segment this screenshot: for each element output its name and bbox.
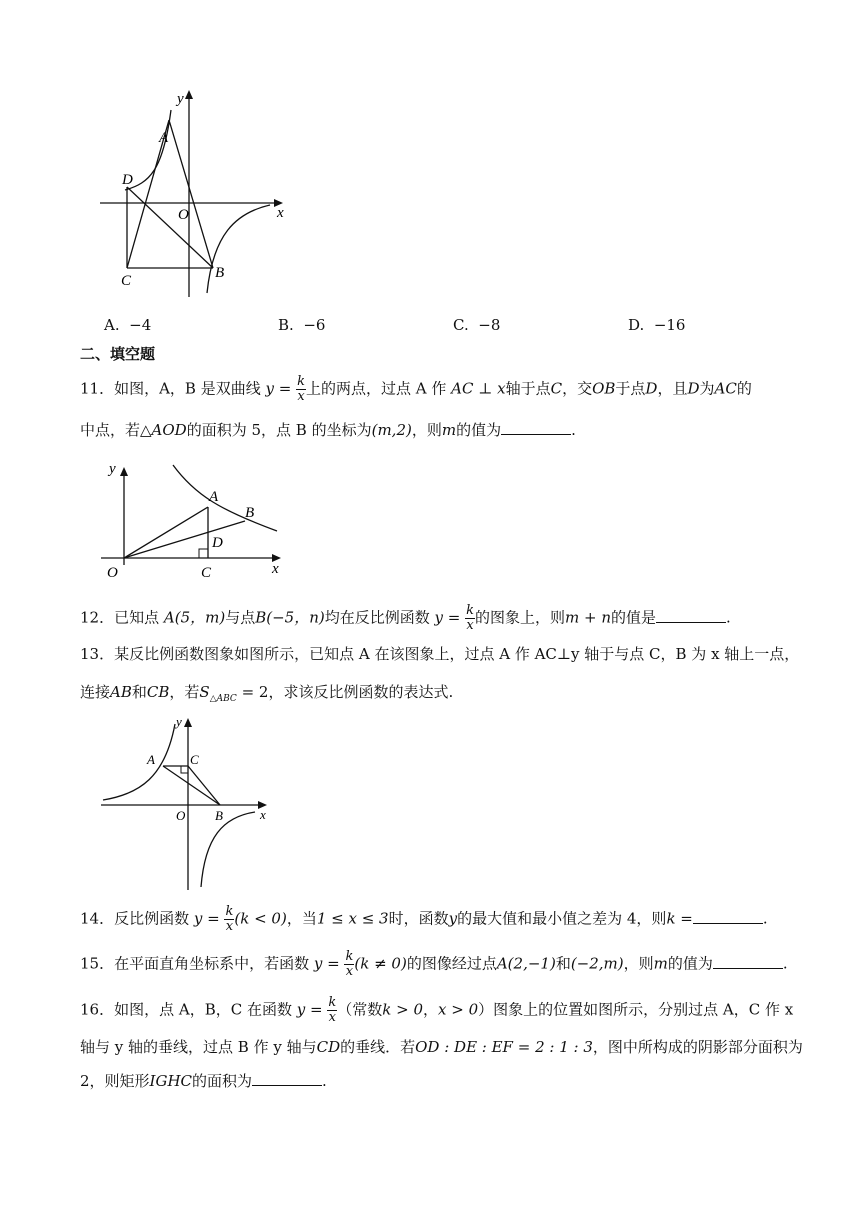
label-D: D bbox=[212, 535, 223, 551]
right-angle-mark bbox=[181, 766, 188, 773]
hyperbola-right bbox=[201, 812, 255, 887]
fraction: $\frac{k}{x}$ bbox=[328, 995, 337, 1025]
label-y: y bbox=[109, 461, 116, 477]
answer-blank[interactable] bbox=[656, 608, 726, 623]
q13-line2: 连接AB和CB，若$S_{\triangle ABC} = 2$，求该反比例函数的表达式. bbox=[80, 683, 454, 704]
y-axis-arrow bbox=[185, 90, 193, 99]
label-y: y bbox=[176, 714, 182, 729]
q10-option-a: A. −4 bbox=[104, 316, 152, 334]
q11-line1: 11．如图，A，B 是双曲线 y = $\frac{k}{x}$ 上的两点，过点 A 作 AC ⊥ x轴于点C，交OB于点D，且D为AC的 bbox=[80, 374, 752, 404]
segment-DB bbox=[127, 187, 213, 268]
label-x: x bbox=[272, 561, 279, 577]
label-C: C bbox=[121, 273, 132, 289]
hyperbola-left bbox=[103, 724, 175, 800]
segment-AB bbox=[163, 766, 220, 805]
hyperbola bbox=[173, 465, 277, 531]
answer-blank[interactable] bbox=[713, 954, 783, 969]
q16-line1: 16．如图，点 A，B，C 在函数 y = $\frac{k}{x}$ （常数k > 0，x > 0）图象上的位置如图所示，分别过点 A，C 作 x bbox=[80, 995, 794, 1025]
label-C: C bbox=[201, 565, 212, 581]
answer-blank[interactable] bbox=[693, 909, 763, 924]
segment-OA bbox=[124, 507, 208, 558]
q16-line2: 轴与 y 轴的垂线，过点 B 作 y 轴与CD的垂线．若OD : DE : EF = 2 : 1 : 3，图中所构成的阴影部分面积为 bbox=[80, 1038, 803, 1056]
label-D: D bbox=[122, 172, 133, 188]
fraction: $\frac{k}{x}$ bbox=[297, 374, 305, 404]
answer-blank[interactable] bbox=[501, 420, 571, 435]
label-A: A bbox=[209, 489, 219, 505]
q13-figure bbox=[95, 712, 275, 892]
segment-AB bbox=[169, 120, 213, 268]
fraction: $\frac{k}{x}$ bbox=[225, 904, 234, 934]
q10-option-c: C. −8 bbox=[453, 316, 501, 334]
label-B: B bbox=[215, 265, 225, 281]
label-A: A bbox=[159, 130, 169, 146]
q10-option-d: D. −16 bbox=[628, 316, 686, 334]
label-x: x bbox=[260, 807, 266, 822]
section-title: 二、填空题 bbox=[80, 345, 156, 363]
label-C: C bbox=[190, 752, 199, 767]
fraction: $\frac{k}{x}$ bbox=[466, 603, 474, 633]
q10-figure bbox=[95, 85, 295, 300]
q10-option-b: B. −6 bbox=[278, 316, 326, 334]
label-A: A bbox=[147, 752, 155, 767]
answer-blank[interactable] bbox=[252, 1071, 322, 1086]
label-B: B bbox=[215, 808, 223, 823]
y-axis-arrow bbox=[184, 718, 192, 727]
q11-line2: 中点，若△AOD的面积为 5，点 B 的坐标为(m,2)，则m的值为 . bbox=[80, 421, 576, 439]
label-x: x bbox=[277, 205, 284, 221]
q16-line3: 2，则矩形IGHC的面积为 . bbox=[80, 1072, 327, 1090]
y-axis-arrow bbox=[120, 467, 128, 476]
label-y: y bbox=[177, 91, 184, 107]
q12-line: 12．已知点 A(5，m)与点B(−5，n)均在反比例函数 y = $\frac{k}{x}$ 的图象上，则m + n的值是 . bbox=[80, 603, 731, 633]
q13-line1: 13．某反比例函数图象如图所示，已知点 A 在该图象上，过点 A 作 AC⊥y 轴于与点 C，B 为 x 轴上一点， bbox=[80, 645, 800, 663]
segment-CB bbox=[188, 766, 220, 805]
q11-figure bbox=[95, 455, 295, 585]
label-O: O bbox=[176, 808, 186, 823]
segment-OB bbox=[124, 521, 245, 558]
q15-line: 15．在平面直角坐标系中，若函数 y = $\frac{k}{x}$ (k ≠ 0)的图像经过点A(2,−1)和(−2,m)，则m的值为 . bbox=[80, 949, 788, 979]
label-B: B bbox=[245, 505, 255, 521]
right-angle-mark bbox=[199, 549, 208, 558]
label-O: O bbox=[107, 565, 118, 581]
fraction: $\frac{k}{x}$ bbox=[345, 949, 354, 979]
q14-line: 14．反比例函数 y = $\frac{k}{x}$ (k < 0)，当1 ≤ x ≤ 3时，函数y的最大值和最小值之差为 4，则k = . bbox=[80, 904, 768, 934]
label-O: O bbox=[178, 207, 189, 223]
